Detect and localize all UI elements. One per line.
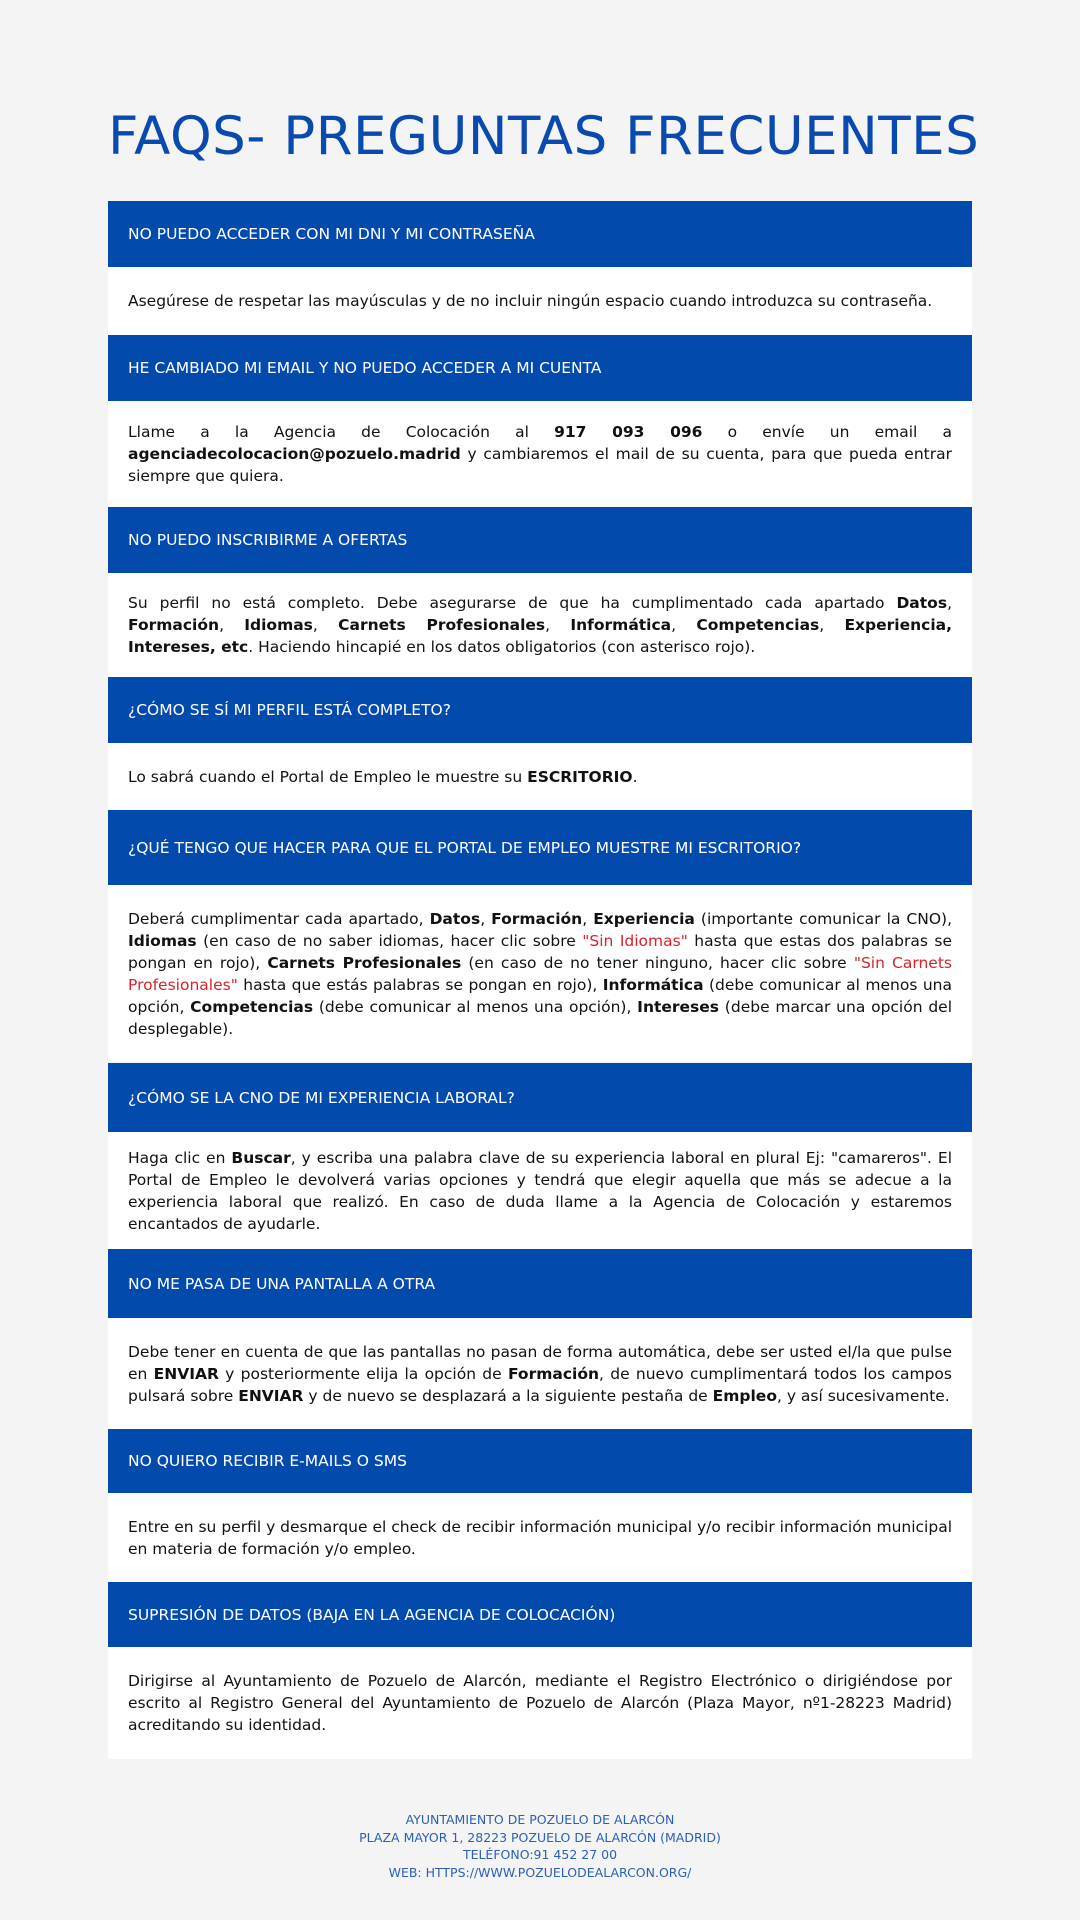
bold-term: Formación — [128, 616, 220, 634]
bold-term: Intereses — [637, 997, 720, 1016]
page-title: FAQS- PREGUNTAS FRECUENTES — [108, 106, 980, 167]
faq-question: NO ME PASA DE UNA PANTALLA A OTRA — [108, 1249, 972, 1318]
bold-term: Carnets Profesionales — [338, 616, 546, 634]
faq-answer — [108, 743, 972, 810]
answer-text: , — [219, 616, 245, 634]
answer-text: , de nuevo cumplimentará todos los campos pulsará sobre — [128, 1364, 952, 1405]
faq-item — [108, 201, 972, 335]
footer-phone: TELÉFONO:91 452 27 00 — [462, 1847, 618, 1862]
bold-term: Empleo — [712, 1386, 777, 1405]
faq-item — [108, 1063, 972, 1249]
answer-text: Llame a la Agencia de Colocación al — [128, 423, 555, 441]
faq-question: NO PUEDO ACCEDER CON MI DNI Y MI CONTRASEÑA — [108, 201, 972, 267]
answer-text: (debe marcar una opción del desplegable). — [128, 997, 953, 1038]
bold-term: Carnets Profesionales — [267, 953, 462, 972]
faq-item — [108, 1582, 972, 1759]
bold-term: Formación — [507, 1364, 600, 1383]
footer-org: AYUNTAMIENTO DE POZUELO DE ALARCÓN — [405, 1812, 675, 1827]
faq-item — [108, 335, 972, 507]
answer-text: o envíe un email a — [702, 423, 953, 441]
footer-address: PLAZA MAYOR 1, 28223 POZUELO DE ALARCÓN (MADRID) — [359, 1829, 721, 1845]
answer-text: , — [582, 909, 594, 928]
faq-answer — [108, 1132, 972, 1249]
answer-text: (debe comunicar al menos una opción), — [313, 997, 638, 1016]
answer-text: hasta que estas dos palabras se pongan en rojo), — [128, 931, 953, 972]
faq-answer — [108, 1647, 972, 1759]
faq-question: ¿CÓMO SE LA CNO DE MI EXPERIENCIA LABORAL? — [108, 1063, 972, 1132]
answer-text: , y escriba una palabra clave de su experiencia laboral en plural Ej: "camareros". El Portal de Empleo le devolverá varias opciones y tendrá que elegir aquella que más se adecue a la experiencia laboral que realizó. En caso de duda llame a la Agencia de Colocación y estaremos encantados de ayudarle. — [128, 1148, 953, 1233]
footer — [0, 1811, 1080, 1881]
faq-item — [108, 677, 972, 810]
answer-text: Asegúrese de respetar las mayúsculas y de no incluir ningún espacio cuando introduzca su contraseña. — [128, 292, 933, 310]
answer-text: , — [671, 616, 697, 634]
footer-web-link[interactable]: WEB: HTTPS://WWW.POZUELODEALARCON.ORG/ — [388, 1864, 692, 1880]
faq-question: ¿CÓMO SE SÍ MI PERFIL ESTÁ COMPLETO? — [108, 677, 972, 743]
bold-term: Buscar — [231, 1148, 291, 1167]
answer-text: (en caso de no tener ninguno, hacer clic sobre — [461, 953, 854, 972]
faq-question: NO QUIERO RECIBIR E-MAILS O SMS — [108, 1429, 972, 1493]
bold-term: Informática — [602, 975, 704, 994]
faq-answer — [108, 401, 972, 507]
bold-term: Competencias — [696, 616, 820, 634]
faq-question: SUPRESIÓN DE DATOS (BAJA EN LA AGENCIA DE COLOCACIÓN) — [108, 1582, 972, 1647]
answer-text: Entre en su perfil y desmarque el check de recibir información municipal y/o recibir información municipal en materia de formación y/o empleo. — [128, 1517, 952, 1558]
answer-text: . — [632, 767, 638, 786]
answer-text: , — [819, 616, 845, 634]
answer-text: Deberá cumplimentar cada apartado, — [128, 909, 430, 928]
answer-text: , — [312, 616, 339, 634]
bold-term: Idiomas — [244, 616, 313, 634]
email-address: agenciadecolocacion@pozuelo.madrid — [128, 445, 461, 463]
bold-term: ENVIAR — [153, 1364, 219, 1383]
faq-item — [108, 1429, 972, 1582]
bold-term: Datos — [429, 909, 481, 928]
answer-text: , — [480, 909, 492, 928]
answer-text: Dirigirse al Ayuntamiento de Pozuelo de Alarcón, mediante el Registro Electrónico o dirigiéndose por escrito al Registro General del Ayuntamiento de Pozuelo de Alarcón (Plaza Mayor, nº1-28223 Madrid) acreditando su identidad. — [128, 1672, 952, 1734]
answer-text: Debe tener en cuenta de que las pantallas no pasan de forma automática, debe ser usted el/la que pulse en — [128, 1342, 952, 1383]
answer-text: , — [947, 594, 952, 612]
faq-item — [108, 507, 972, 677]
answer-text: y posteriormente elija la opción de — [218, 1364, 508, 1383]
answer-text: , — [545, 616, 571, 634]
answer-text: , y así sucesivamente. — [776, 1386, 950, 1405]
faq-item — [108, 1249, 972, 1429]
phone-number: 917 093 096 — [554, 423, 703, 441]
answer-text: (en caso de no saber idiomas, hacer clic sobre — [196, 931, 583, 950]
red-option-text: "Sin Idiomas" — [582, 931, 688, 950]
faq-item — [108, 810, 972, 1062]
faq-question: NO PUEDO INSCRIBIRME A OFERTAS — [108, 507, 972, 573]
bold-term: Idiomas — [128, 931, 197, 950]
faq-answer — [108, 1493, 972, 1582]
bold-term: Datos — [896, 594, 948, 612]
bold-term: ESCRITORIO — [527, 767, 633, 786]
answer-text: (debe comunicar al menos una opción, — [128, 975, 952, 1016]
bold-term: Experiencia, Intereses, etc — [128, 616, 953, 656]
faq-answer — [108, 573, 972, 677]
answer-text: Lo sabrá cuando el Portal de Empleo le muestre su — [128, 767, 528, 786]
bold-term: Experiencia — [593, 909, 695, 928]
bold-term: Informática — [570, 616, 672, 634]
faq-answer — [108, 1318, 972, 1429]
answer-text: hasta que estás palabras se pongan en rojo), — [237, 975, 603, 994]
answer-text: (importante comunicar la CNO), — [694, 909, 953, 928]
bold-term: ENVIAR — [238, 1386, 304, 1405]
red-option-text: "Sin Carnets Profesionales" — [128, 953, 952, 994]
faq-question: HE CAMBIADO MI EMAIL Y NO PUEDO ACCEDER A MI CUENTA — [108, 335, 972, 401]
faq-answer — [108, 267, 972, 335]
answer-text: y de nuevo se desplazará a la siguiente pestaña de — [303, 1386, 713, 1405]
answer-text: y cambiaremos el mail de su cuenta, para que pueda entrar siempre que quiera. — [128, 445, 952, 485]
answer-text: Su perfil no está completo. Debe asegurarse de que ha cumplimentado cada apartado — [128, 594, 897, 612]
bold-term: Formación — [491, 909, 583, 928]
faq-question: ¿QUÉ TENGO QUE HACER PARA QUE EL PORTAL DE EMPLEO MUESTRE MI ESCRITORIO? — [108, 810, 972, 885]
answer-text: Haga clic en — [128, 1148, 232, 1167]
bold-term: Competencias — [190, 997, 314, 1016]
answer-text: . Haciendo hincapié en los datos obligatorios (con asterisco rojo). — [248, 638, 756, 656]
faq-answer — [108, 885, 972, 1062]
